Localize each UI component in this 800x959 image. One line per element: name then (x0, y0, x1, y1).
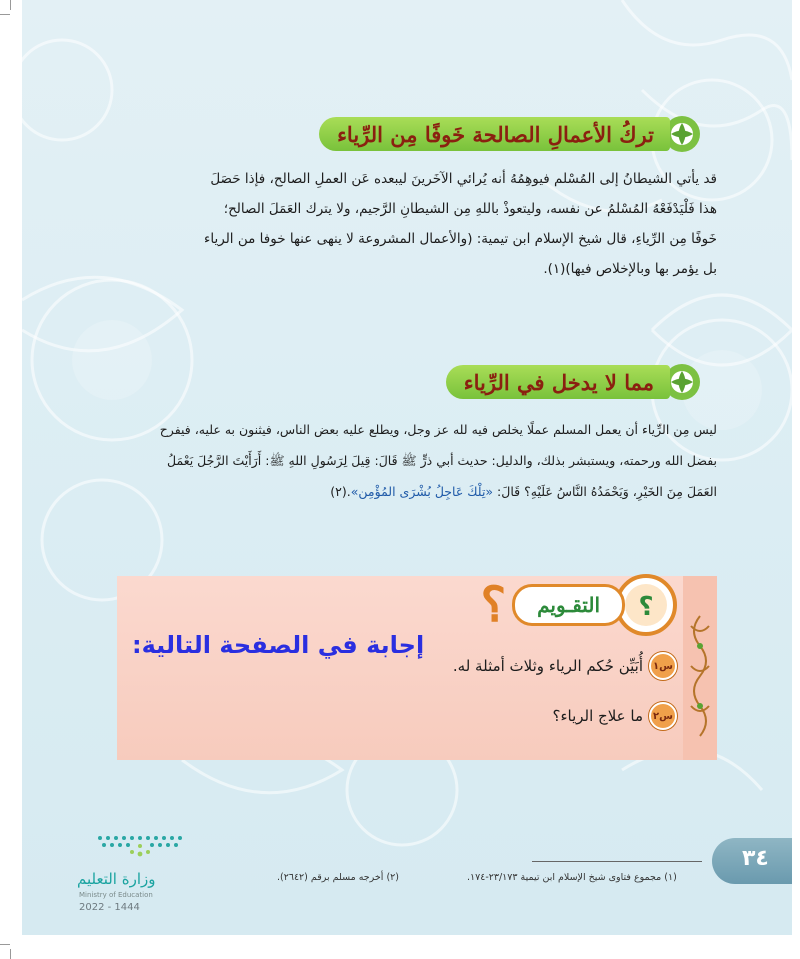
crop-mark (0, 14, 10, 15)
section-title-pill (446, 365, 670, 399)
ministry-logo-icon (90, 830, 190, 862)
section-title: تركُ الأعمالِ الصالحة خَوفًا مِن الرِّياء (337, 121, 654, 147)
page-number: ٣٤ (742, 846, 769, 871)
question-item (553, 702, 678, 730)
hadith-text: العَمَلَ مِنَ الخَيْرِ، وَيَحْمَدُهُ النَّاسُ عَلَيْهِ؟ قَالَ: (493, 484, 717, 499)
question-text: ما علاج الرياء؟ (552, 707, 643, 725)
section-title-pill (319, 117, 670, 151)
hadith-quote: «تِلْكَ عَاجِلُ بُشْرَى المُؤْمِن» (350, 484, 494, 499)
handwritten-answer-note: إجابة في الصفحة التالية: (132, 631, 425, 659)
section-title: مما لا يدخل في الرِّياء (463, 369, 654, 395)
footnote-1: (١) مجموع فتاوى شيخ الإسلام ابن تيمية ٢٣/١٧٣-١٧٤. (467, 872, 677, 883)
paragraph-line: خَوفًا مِن الرِّياءِ، قال شيخ الإسلام ابن تيمية: (والأعمال المشروعة لا ينهى عنها خوفا من الرياء (204, 231, 717, 247)
paragraph-line: بفضل الله ورحمته، ويستبشر بذلك، والدليل: حديث أبي ذرٍّ ﷺ قَالَ: قِيلَ لِرَسُولِ اللهِ ﷺ: أَرَأَيْتَ الرَّجُلَ يَعْمَلُ (167, 453, 717, 468)
paragraph-line: هذا فَلْيَدْفَعْهُ المُسْلمُ عن نفسه، وليتعوذْ باللهِ مِن الشيطانِ الرَّجيم، ولا يترك العَمَلَ الصالح؛ (223, 201, 717, 217)
evaluation-title-pill (512, 584, 625, 626)
question-item (453, 652, 677, 680)
crop-mark (10, 0, 11, 10)
footnote-ref: .(٢) (330, 484, 351, 499)
paragraph-line: بل يؤمر بها وبالإخلاص فيها)(١). (543, 261, 717, 277)
paragraph-line: قد يأتي الشيطانُ إلى المُسْلم فيوهِمُهُ أنه يُرائي الآخَرينَ ليبعده عَن العملِ الصالح، فإذا حَصَلَ (210, 171, 717, 187)
footnote-2: (٢) أخرجه مسلم برقم (٢٦٤٢). (277, 872, 399, 883)
evaluation-box (117, 576, 717, 760)
ministry-name-english: Ministry of Education (79, 891, 153, 899)
question-number-badge: س٢ (649, 702, 677, 730)
crop-mark (10, 949, 11, 959)
paragraph-line (77, 476, 717, 507)
ornamental-border-decoration (683, 576, 717, 760)
edition-year: 2022 - 1444 (79, 902, 140, 913)
ministry-name: وزارة التعليم (77, 870, 156, 888)
paragraph-line: ليس مِن الرِّياء أن يعمل المسلم عملًا يخلص فيه لله عز وجل، ويطلع عليه بعض الناس، فيثنون به عليه، فيفرح (159, 422, 717, 437)
evaluation-title (481, 574, 677, 636)
crop-mark (0, 944, 10, 945)
svg-text:؟: ؟ (638, 592, 654, 622)
textbook-page (22, 0, 792, 935)
section-header-not-riya (446, 362, 702, 402)
section1-paragraph (77, 164, 717, 284)
evaluation-title-text: التقـويم (537, 593, 600, 617)
question-number-badge: س١ (649, 652, 677, 680)
section-header-riya-abandon (319, 114, 702, 154)
footnote-divider (532, 861, 702, 862)
question-mark-icon: ؟ (480, 577, 507, 633)
section2-paragraph (77, 414, 717, 507)
question-text: أُبَيِّن حُكم الرياء وثلاث أمثلة له. (452, 657, 643, 675)
